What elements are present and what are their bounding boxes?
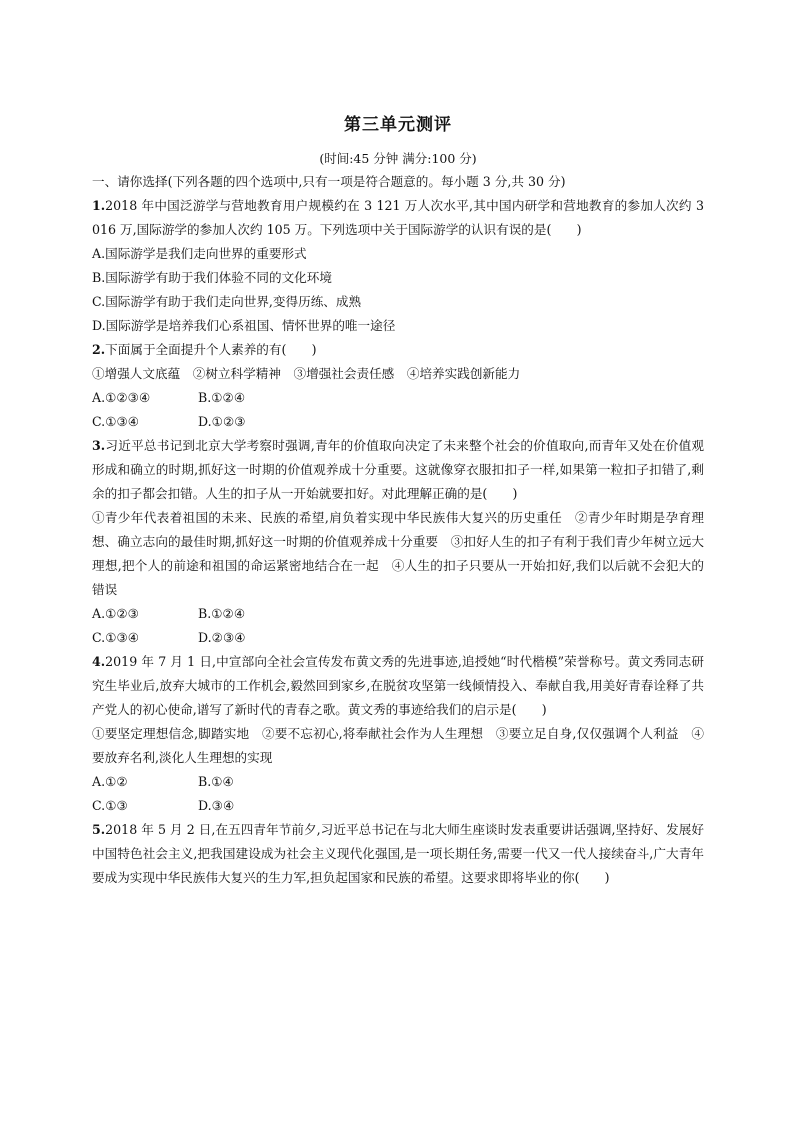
question-number: 2. xyxy=(92,342,106,357)
option-c: C.国际游学有助于我们走向世界,变得历练、成熟 xyxy=(92,294,362,309)
question-number: 4. xyxy=(92,654,106,669)
option-grid xyxy=(92,602,704,650)
question-items: ①增强人文底蕴 ②树立科学精神 ③增强社会责任感 ④培养实践创新能力 xyxy=(92,366,521,381)
option-d: D.①②③ xyxy=(198,414,246,429)
option-b: B.①②④ xyxy=(198,390,246,405)
option-c: C.①③④ xyxy=(92,630,140,645)
option-d: D.③④ xyxy=(198,798,235,813)
exam-meta: (时间:45 分钟 满分:100 分) xyxy=(319,151,477,166)
option-a: A.国际游学是我们走向世界的重要形式 xyxy=(92,246,307,261)
question-3 xyxy=(92,434,704,506)
question-flow xyxy=(92,170,704,890)
question-number: 3. xyxy=(92,438,106,453)
option-d: D.国际游学是培养我们心系祖国、情怀世界的唯一途径 xyxy=(92,318,396,333)
question-stem: 2018 年 5 月 2 日,在五四青年节前夕,习近平总书记在与北大师生座谈时发表重要讲话强调,坚持好、发展好中国特色社会主义,把我国建设成为社会主义现代化强国,是一项长期任务,需要一代又一代人接续奋斗,广大青年要成为实现中华民族伟大复兴的生力军,担负起国家和民族的希望。这要求即将毕业的你( ) xyxy=(92,822,704,885)
question-stem: 习近平总书记到北京大学考察时强调,青年的价值取向决定了未来整个社会的价值取向,而青年又处在价值观形成和确立的时期,抓好这一时期的价值观养成十分重要。这就像穿衣服扣扣子一样,如果第一粒扣子扣错了,剩余的扣子都会扣错。人生的扣子从一开始就要扣好。对此理解正确的是( ) xyxy=(92,438,704,501)
option-a: A.①② xyxy=(92,774,128,789)
question-4 xyxy=(92,650,704,722)
question-stem: 2019 年 7 月 1 日,中宣部向全社会宣传发布黄文秀的先进事迹,追授她“时代楷模”荣誉称号。黄文秀同志研究生毕业后,放弃大城市的工作机会,毅然回到家乡,在脱贫攻坚第一线倾情投入、奉献自我,用美好青春诠释了共产党人的初心使命,谱写了新时代的青春之歌。黄文秀的事迹给我们的启示是( ) xyxy=(92,654,704,717)
section-heading: 一、请你选择(下列各题的四个选项中,只有一项是符合题意的。每小题 3 分,共 30 分) xyxy=(92,174,566,189)
option-grid xyxy=(92,386,704,434)
question-number: 1. xyxy=(92,198,106,213)
option-c: C.①③④ xyxy=(92,414,140,429)
question-2 xyxy=(92,338,704,362)
question-1 xyxy=(92,194,704,242)
option-grid xyxy=(92,770,704,818)
option-b: B.①④ xyxy=(198,774,234,789)
question-5 xyxy=(92,818,704,890)
question-items: ①要坚定理想信念,脚踏实地 ②要不忘初心,将奉献社会作为人生理想 ③要立足自身,仅仅强调个人利益 ④要放弃名利,淡化人生理想的实现 xyxy=(92,726,704,765)
page-title: 第三单元测评 xyxy=(344,115,452,135)
option-a: A.①②③ xyxy=(92,606,139,621)
question-stem: 下面属于全面提升个人素养的有( ) xyxy=(105,342,317,357)
question-number: 5. xyxy=(92,822,106,837)
option-a: A.①②③④ xyxy=(92,390,151,405)
option-b: B.国际游学有助于我们体验不同的文化环境 xyxy=(92,270,332,285)
question-items: ①青少年代表着祖国的未来、民族的希望,肩负着实现中华民族伟大复兴的历史重任 ②青少年时期是孕育理想、确立志向的最佳时期,抓好这一时期的价值观养成十分重要 ③扣好人生的扣子有利于我们青少年树立远大理想,把个人的前途和祖国的命运紧密地结合在一起 ④人生的扣子只要从一开始扣好,我们以后就不会犯大的错误 xyxy=(92,510,704,597)
option-c: C.①③ xyxy=(92,798,128,813)
option-b: B.①②④ xyxy=(198,606,246,621)
question-stem: 2018 年中国泛游学与营地教育用户规模约在 3 121 万人次水平,其中国内研学和营地教育的参加人次约 3 016 万,国际游学的参加人次约 105 万。下列选项中关于国际游学的认识有误的是( ) xyxy=(92,198,704,237)
option-d: D.②③④ xyxy=(198,630,246,645)
